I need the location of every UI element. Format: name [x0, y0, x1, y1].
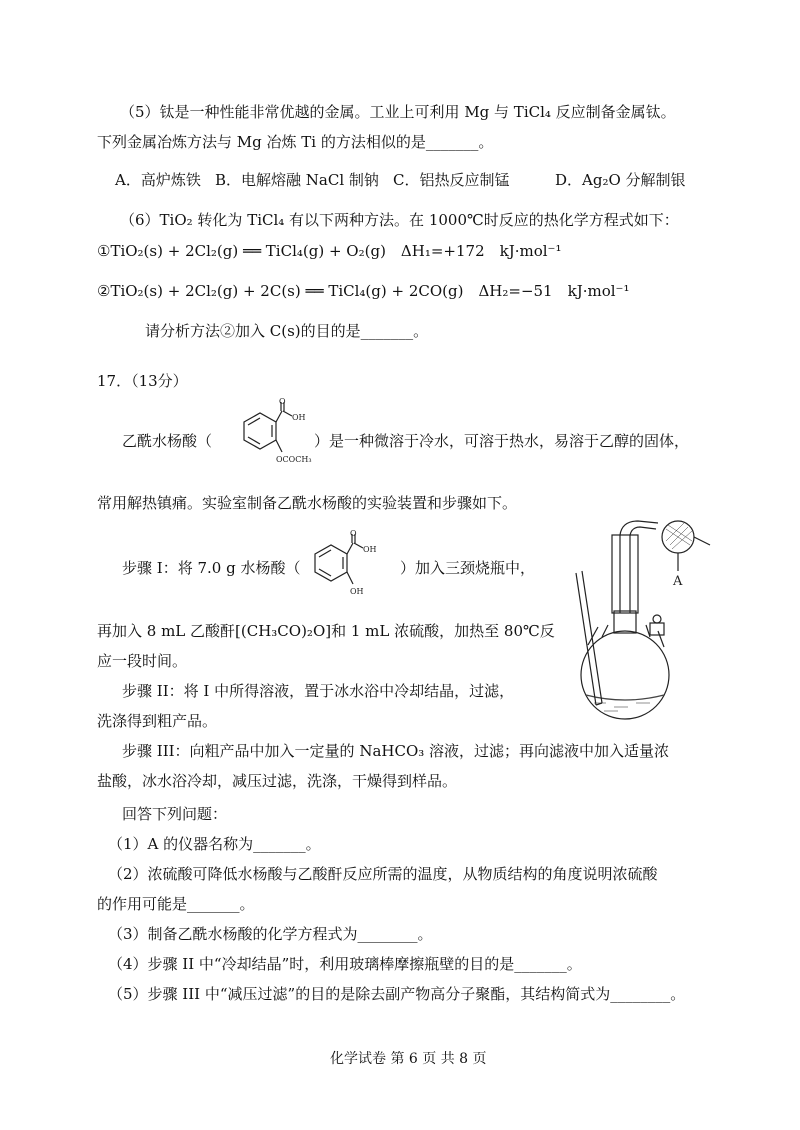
- q16-part6-question: 请分析方法②加入 C(s)的目的是_______。: [145, 322, 429, 340]
- subquestion-1: （1）A 的仪器名称为_______。: [108, 835, 321, 853]
- salicylic-acid-structure: [295, 530, 400, 608]
- q16-part5-line1: （5）钛是一种性能非常优越的金属。工业上可利用 Mg 与 TiCl₄ 反应制备金属钛。: [120, 103, 676, 121]
- step1-line3: 应一段时间。: [97, 652, 188, 670]
- q17-intro-end: ）是一种微溶于冷水，可溶于热水，易溶于乙醇的固体，: [314, 432, 690, 450]
- salicylic-phenol-oh-label: OH: [350, 587, 364, 596]
- option-d: D．Ag₂O 分解制银: [555, 171, 686, 189]
- option-a: A．高炉炼铁: [115, 171, 201, 189]
- step3-line2: 盐酸，冰水浴冷却，减压过滤，洗涤，干燥得到样品。: [97, 772, 458, 790]
- q17-header: 17．（13分）: [97, 372, 188, 390]
- q17-intro-start: 乙酰水杨酸（: [122, 432, 213, 450]
- apparatus-diagram: [570, 515, 740, 725]
- salicylic-acid-oh-label: OH: [363, 545, 377, 554]
- q17-intro-line2: 常用解热镇痛。实验室制备乙酰水杨酸的实验装置和步骤如下。: [97, 494, 518, 512]
- aspirin-oh-label: OH: [292, 413, 306, 422]
- q16-part5-line2: 下列金属冶炼方法与 Mg 冶炼 Ti 的方法相似的是_______。: [97, 133, 494, 151]
- apparatus-label-a: A: [673, 574, 683, 589]
- subquestion-2-line1: （2）浓硫酸可降低水杨酸与乙酸酐反应所需的温度，从物质结构的角度说明浓硫酸: [108, 865, 658, 883]
- aspirin-structure: [224, 398, 324, 476]
- equation-1: ①TiO₂(s) + 2Cl₂(g) ══ TiCl₄(g) + O₂(g) ΔH₁=+172 kJ·mol⁻¹: [97, 242, 562, 260]
- step2-line2: 洗涤得到粗产品。: [97, 712, 218, 730]
- step1-end: ）加入三颈烧瓶中，: [400, 559, 536, 577]
- aspirin-acetoxy-label: OCOCH₃: [276, 455, 312, 464]
- step2-line1: 步骤 II：将 I 中所得溶液，置于冰水浴中冷却结晶，过滤，: [122, 682, 515, 700]
- aspirin-carbonyl-o: O: [279, 398, 286, 406]
- option-c: C．铝热反应制锰: [393, 171, 510, 189]
- subquestion-2-line2: 的作用可能是_______。: [97, 895, 255, 913]
- subquestion-3: （3）制备乙酰水杨酸的化学方程式为________。: [108, 925, 433, 943]
- salicylic-carbonyl-o: O: [350, 530, 357, 538]
- q16-part6-intro: （6）TiO₂ 转化为 TiCl₄ 有以下两种方法。在 1000℃时反应的热化学方程式如下：: [120, 211, 679, 229]
- option-b: B．电解熔融 NaCl 制钠: [215, 171, 379, 189]
- equation-2: ②TiO₂(s) + 2Cl₂(g) + 2C(s) ══ TiCl₄(g) + 2CO(g) ΔH₂=−51 kJ·mol⁻¹: [97, 282, 630, 300]
- page-footer: 化学试卷 第 6 页 共 8 页: [330, 1051, 487, 1067]
- subquestion-5: （5）步骤 III 中“减压过滤”的目的是除去副产物高分子聚酯，其结构简式为________。: [108, 985, 686, 1003]
- step1-start: 步骤 I：将 7.0 g 水杨酸（: [122, 559, 301, 577]
- step1-line2: 再加入 8 mL 乙酸酐[(CH₃CO)₂O]和 1 mL 浓硫酸，加热至 80℃反: [97, 622, 555, 640]
- step3-line1: 步骤 III：向粗产品中加入一定量的 NaHCO₃ 溶液，过滤；再向滤液中加入适量浓: [122, 742, 670, 760]
- subquestion-4: （4）步骤 II 中“冷却结晶”时，利用玻璃棒摩擦瓶壁的目的是_______。: [108, 955, 582, 973]
- answer-prompt: 回答下列问题：: [122, 805, 228, 823]
